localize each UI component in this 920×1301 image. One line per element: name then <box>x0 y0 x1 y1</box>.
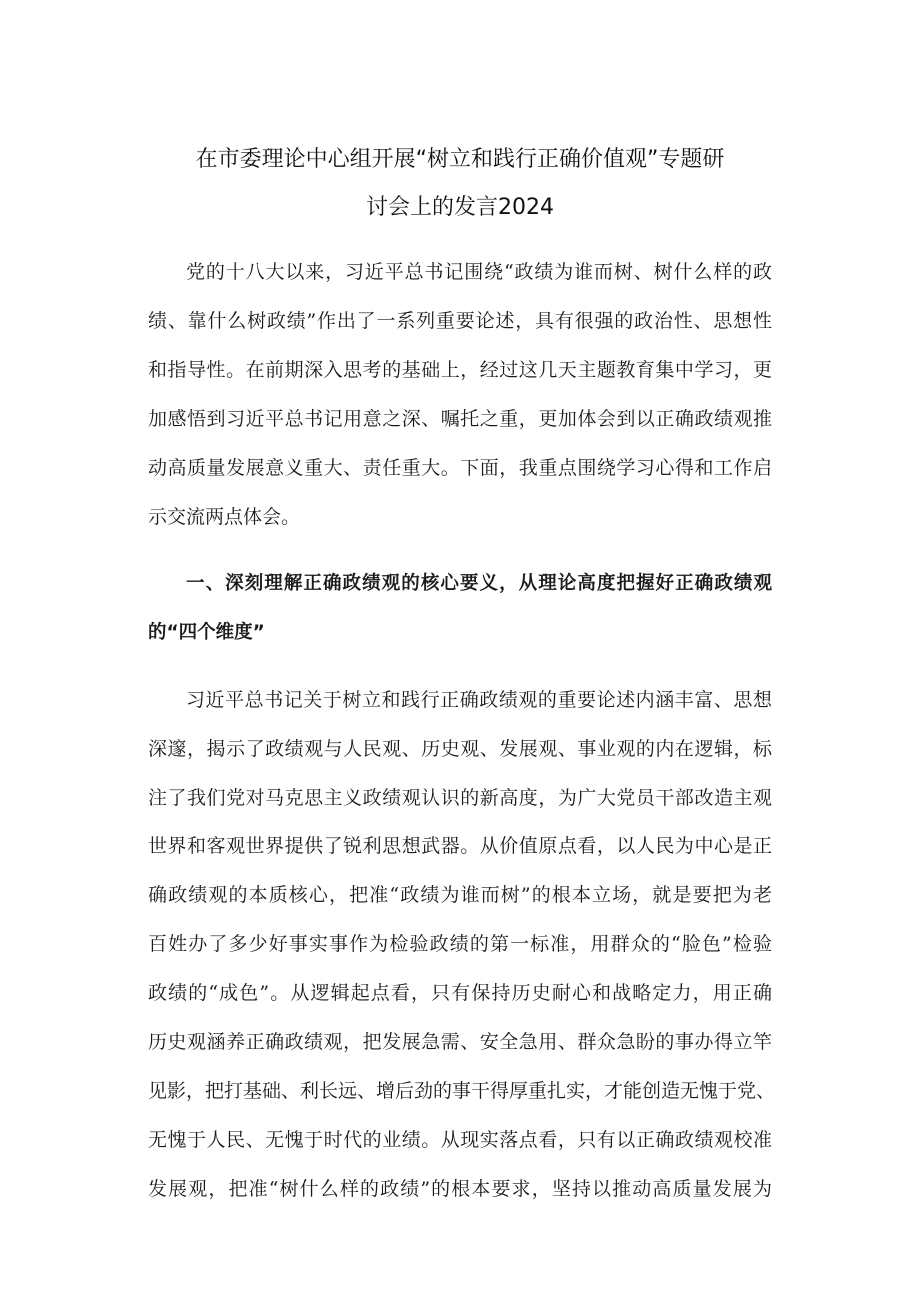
paragraph-line: 见影，把打基础、利长远、增后劲的事干得厚重扎实，才能创造无愧于党、 <box>148 1080 776 1102</box>
paragraph-line: 政绩的“成色”。从逻辑起点看，只有保持历史耐心和战略定力，用正确 <box>148 982 772 1004</box>
document-title-line-1: 在市委理论中心组开展“树立和践行正确价值观”专题研 <box>195 147 725 172</box>
paragraph-line: 加感悟到习近平总书记用意之深、嘱托之重，更加体会到以正确政绩观推 <box>148 408 772 430</box>
paragraph-line: 历史观涵养正确政绩观，把发展急需、安全急用、群众急盼的事办得立竿 <box>148 1031 772 1053</box>
paragraph-line: 发展观，把准“树什么样的政绩”的根本要求，坚持以推动高质量发展为 <box>148 1178 772 1200</box>
heading-line: 的“四个维度” <box>148 622 265 643</box>
paragraph-line: 无愧于人民、无愧于时代的业绩。从现实落点看，只有以正确政绩观校准 <box>148 1129 772 1151</box>
paragraph-line: 世界和客观世界提供了锐利思想武器。从价值原点看，以人民为中心是正 <box>148 835 772 857</box>
document-title-line-2: 讨会上的发言2024 <box>366 195 554 220</box>
paragraph-line: 示交流两点体会。 <box>148 506 301 528</box>
paragraph-line: 百姓办了多少好事实事作为检验政绩的第一标准，用群众的“脸色”检验 <box>148 933 772 955</box>
paragraph-line: 和指导性。在前期深入思考的基础上，经过这几天主题教育集中学习，更 <box>148 359 772 381</box>
paragraph-line: 党的十八大以来，习近平总书记围绕“政绩为谁而树、树什么样的政 <box>186 261 772 283</box>
paragraph-line: 确政绩观的本质核心，把准“政绩为谁而树”的根本立场，就是要把为老 <box>148 884 772 906</box>
heading-line: 一、深刻理解正确政绩观的核心要义，从理论高度把握好正确政绩观 <box>186 573 772 594</box>
paragraph-line: 习近平总书记关于树立和践行正确政绩观的重要论述内涵丰富、思想 <box>186 689 772 711</box>
paragraph-line: 注了我们党对马克思主义政绩观认识的新高度，为广大党员干部改造主观 <box>148 787 772 809</box>
paragraph-line: 深邃，揭示了政绩观与人民观、历史观、发展观、事业观的内在逻辑，标 <box>148 738 772 760</box>
paragraph-line: 动高质量发展意义重大、责任重大。下面，我重点围绕学习心得和工作启 <box>148 457 772 479</box>
paragraph-line: 绩、靠什么树政绩”作出了一系列重要论述，具有很强的政治性、思想性 <box>148 310 772 332</box>
